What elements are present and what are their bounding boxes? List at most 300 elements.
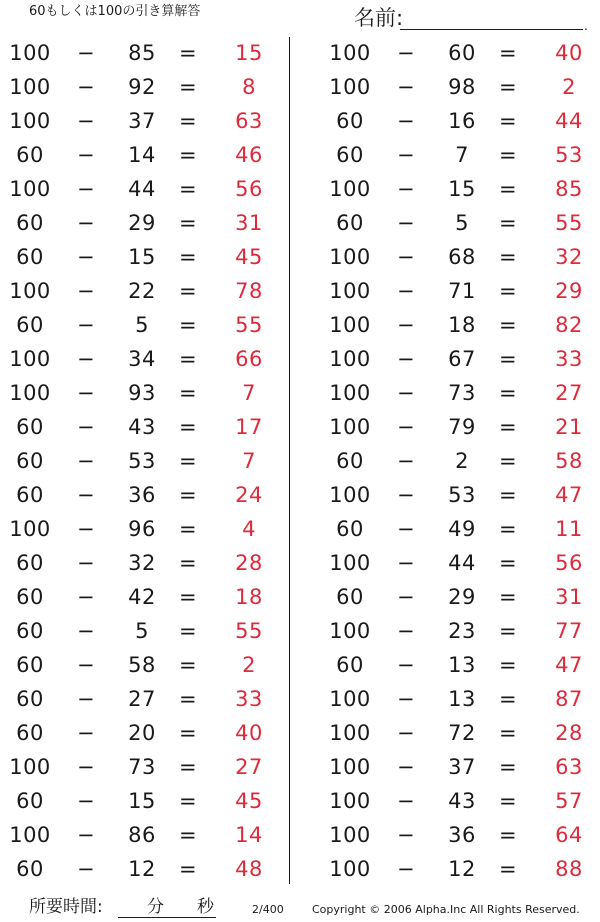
- minus-sign: −: [396, 415, 416, 439]
- problem-row: [0, 138, 280, 172]
- minuend: 100: [9, 177, 51, 201]
- answer: 14: [235, 823, 263, 847]
- answer: 11: [555, 517, 583, 541]
- minus-sign: −: [396, 211, 416, 235]
- minus-sign: −: [396, 483, 416, 507]
- equals-sign: =: [178, 789, 198, 813]
- minus-sign: −: [396, 177, 416, 201]
- sheet-title: 60もしくは100の引き算解答: [29, 4, 201, 19]
- answer: 56: [235, 177, 263, 201]
- equals-sign: =: [178, 551, 198, 575]
- equals-sign: =: [178, 721, 198, 745]
- problem-row: [0, 648, 280, 682]
- subtrahend: 12: [128, 857, 156, 881]
- minuend: 100: [329, 177, 371, 201]
- equals-sign: =: [178, 313, 198, 337]
- minuend: 60: [16, 721, 44, 745]
- minuend: 60: [16, 857, 44, 881]
- equals-sign: =: [178, 415, 198, 439]
- minuend: 60: [16, 211, 44, 235]
- column-divider: [289, 37, 290, 884]
- subtrahend: 34: [128, 347, 156, 371]
- answer: 48: [235, 857, 263, 881]
- problem-row: [0, 478, 280, 512]
- minus-sign: −: [76, 449, 96, 473]
- problem-row: [0, 512, 280, 546]
- seconds-label: 秒: [197, 897, 214, 917]
- subtrahend: 5: [455, 211, 469, 235]
- problem-row: [0, 172, 280, 206]
- minus-sign: −: [76, 823, 96, 847]
- minuend: 100: [329, 75, 371, 99]
- answer: 15: [235, 41, 263, 65]
- minus-sign: −: [76, 619, 96, 643]
- subtrahend: 5: [135, 619, 149, 643]
- minuend: 100: [329, 381, 371, 405]
- minus-sign: −: [76, 313, 96, 337]
- problem-row: [320, 342, 600, 376]
- subtrahend: 98: [448, 75, 476, 99]
- answer: 7: [242, 449, 256, 473]
- minuend: 60: [16, 415, 44, 439]
- problem-row: [320, 580, 600, 614]
- answer: 29: [555, 279, 583, 303]
- minuend: 60: [16, 687, 44, 711]
- equals-sign: =: [498, 245, 518, 269]
- minuend: 60: [16, 551, 44, 575]
- minuend: 100: [9, 41, 51, 65]
- minuend: 60: [16, 245, 44, 269]
- answer: 77: [555, 619, 583, 643]
- answer: 4: [242, 517, 256, 541]
- answer: 2: [562, 75, 576, 99]
- minus-sign: −: [76, 687, 96, 711]
- minus-sign: −: [76, 381, 96, 405]
- minuend: 60: [16, 143, 44, 167]
- minuend: 60: [336, 653, 364, 677]
- problem-row: [320, 818, 600, 852]
- subtrahend: 43: [128, 415, 156, 439]
- minus-sign: −: [76, 857, 96, 881]
- minus-sign: −: [396, 279, 416, 303]
- subtrahend: 7: [455, 143, 469, 167]
- subtrahend: 36: [448, 823, 476, 847]
- equals-sign: =: [498, 857, 518, 881]
- subtrahend: 23: [448, 619, 476, 643]
- equals-sign: =: [498, 41, 518, 65]
- minuend: 60: [16, 483, 44, 507]
- copyright-notice: Copyright © 2006 Alpha.Inc All Rights Reserved.: [312, 903, 580, 916]
- subtrahend: 13: [448, 653, 476, 677]
- subtrahend: 73: [128, 755, 156, 779]
- name-label: 名前:: [354, 6, 404, 30]
- problem-row: [320, 410, 600, 444]
- subtrahend: 42: [128, 585, 156, 609]
- equals-sign: =: [178, 653, 198, 677]
- equals-sign: =: [498, 483, 518, 507]
- minuend: 60: [336, 143, 364, 167]
- subtrahend: 15: [128, 789, 156, 813]
- subtrahend: 44: [448, 551, 476, 575]
- minus-sign: −: [76, 483, 96, 507]
- answer: 47: [555, 653, 583, 677]
- minuend: 100: [329, 551, 371, 575]
- problem-row: [320, 206, 600, 240]
- subtrahend: 27: [128, 687, 156, 711]
- minuend: 100: [9, 347, 51, 371]
- answer: 27: [235, 755, 263, 779]
- equals-sign: =: [498, 517, 518, 541]
- equals-sign: =: [178, 687, 198, 711]
- problem-row: [320, 274, 600, 308]
- answer: 78: [235, 279, 263, 303]
- equals-sign: =: [498, 109, 518, 133]
- subtrahend: 53: [128, 449, 156, 473]
- problem-row: [320, 36, 600, 70]
- problem-column-right: [320, 36, 600, 886]
- problem-row: [320, 478, 600, 512]
- minuend: 60: [336, 585, 364, 609]
- equals-sign: =: [178, 857, 198, 881]
- minus-sign: −: [76, 721, 96, 745]
- minuend: 60: [16, 619, 44, 643]
- equals-sign: =: [178, 279, 198, 303]
- minus-sign: −: [76, 551, 96, 575]
- equals-sign: =: [178, 619, 198, 643]
- subtrahend: 29: [128, 211, 156, 235]
- answer: 32: [555, 245, 583, 269]
- equals-sign: =: [498, 449, 518, 473]
- minuend: 100: [329, 721, 371, 745]
- answer: 88: [555, 857, 583, 881]
- minus-sign: −: [396, 313, 416, 337]
- problem-row: [0, 852, 280, 886]
- equals-sign: =: [498, 585, 518, 609]
- minus-sign: −: [396, 347, 416, 371]
- answer: 47: [555, 483, 583, 507]
- subtrahend: 93: [128, 381, 156, 405]
- answer: 28: [555, 721, 583, 745]
- minus-sign: −: [76, 245, 96, 269]
- minuend: 60: [336, 211, 364, 235]
- subtrahend: 60: [448, 41, 476, 65]
- equals-sign: =: [178, 823, 198, 847]
- subtrahend: 96: [128, 517, 156, 541]
- problem-row: [320, 716, 600, 750]
- answer: 87: [555, 687, 583, 711]
- minus-sign: −: [396, 381, 416, 405]
- problem-row: [320, 852, 600, 886]
- minuend: 100: [329, 347, 371, 371]
- problem-row: [0, 546, 280, 580]
- minuend: 100: [329, 483, 371, 507]
- answer: 63: [555, 755, 583, 779]
- answer: 2: [242, 653, 256, 677]
- minuend: 60: [336, 449, 364, 473]
- problem-row: [320, 240, 600, 274]
- subtrahend: 92: [128, 75, 156, 99]
- problem-row: [0, 36, 280, 70]
- equals-sign: =: [498, 653, 518, 677]
- equals-sign: =: [498, 721, 518, 745]
- answer: 31: [235, 211, 263, 235]
- subtrahend: 79: [448, 415, 476, 439]
- equals-sign: =: [178, 245, 198, 269]
- equals-sign: =: [498, 347, 518, 371]
- minuend: 100: [329, 823, 371, 847]
- minuend: 100: [329, 755, 371, 779]
- subtrahend: 44: [128, 177, 156, 201]
- problem-row: [0, 206, 280, 240]
- minus-sign: −: [396, 721, 416, 745]
- answer: 27: [555, 381, 583, 405]
- equals-sign: =: [178, 109, 198, 133]
- answer: 53: [555, 143, 583, 167]
- minuend: 100: [329, 857, 371, 881]
- answer: 63: [235, 109, 263, 133]
- minuend: 100: [9, 75, 51, 99]
- minus-sign: −: [396, 789, 416, 813]
- problem-row: [320, 172, 600, 206]
- answer: 21: [555, 415, 583, 439]
- problem-row: [0, 342, 280, 376]
- minus-sign: −: [396, 823, 416, 847]
- problem-row: [0, 308, 280, 342]
- equals-sign: =: [498, 143, 518, 167]
- answer: 58: [555, 449, 583, 473]
- problem-row: [320, 784, 600, 818]
- equals-sign: =: [498, 211, 518, 235]
- problem-row: [320, 648, 600, 682]
- minus-sign: −: [76, 347, 96, 371]
- answer: 18: [235, 585, 263, 609]
- answer: 45: [235, 789, 263, 813]
- minus-sign: −: [396, 143, 416, 167]
- minuend: 100: [9, 823, 51, 847]
- problem-row: [320, 70, 600, 104]
- subtrahend: 72: [448, 721, 476, 745]
- answer: 33: [235, 687, 263, 711]
- problem-row: [0, 240, 280, 274]
- problem-row: [0, 104, 280, 138]
- equals-sign: =: [178, 347, 198, 371]
- problem-column-left: [0, 36, 280, 886]
- minus-sign: −: [76, 177, 96, 201]
- minus-sign: −: [76, 517, 96, 541]
- equals-sign: =: [178, 755, 198, 779]
- problem-row: [320, 750, 600, 784]
- problem-row: [0, 274, 280, 308]
- problem-row: [320, 444, 600, 478]
- answer: 55: [235, 619, 263, 643]
- subtrahend: 53: [448, 483, 476, 507]
- problem-row: [320, 614, 600, 648]
- subtrahend: 20: [128, 721, 156, 745]
- equals-sign: =: [178, 41, 198, 65]
- answer: 85: [555, 177, 583, 201]
- answer: 31: [555, 585, 583, 609]
- problem-row: [320, 546, 600, 580]
- problem-row: [320, 376, 600, 410]
- equals-sign: =: [178, 449, 198, 473]
- minus-sign: −: [76, 279, 96, 303]
- equals-sign: =: [498, 619, 518, 643]
- problem-row: [0, 70, 280, 104]
- minuend: 100: [329, 245, 371, 269]
- answer: 17: [235, 415, 263, 439]
- equals-sign: =: [178, 211, 198, 235]
- minuend: 100: [329, 415, 371, 439]
- name-input-line: [400, 29, 583, 30]
- equals-sign: =: [498, 755, 518, 779]
- problem-row: [320, 682, 600, 716]
- equals-sign: =: [498, 823, 518, 847]
- answer: 55: [555, 211, 583, 235]
- answer: 82: [555, 313, 583, 337]
- minus-sign: −: [76, 211, 96, 235]
- minus-sign: −: [76, 789, 96, 813]
- problem-row: [0, 410, 280, 444]
- subtrahend: 32: [128, 551, 156, 575]
- minus-sign: −: [76, 109, 96, 133]
- answer: 8: [242, 75, 256, 99]
- equals-sign: =: [178, 143, 198, 167]
- minuend: 60: [16, 585, 44, 609]
- minutes-label: 分: [147, 897, 164, 917]
- equals-sign: =: [498, 415, 518, 439]
- problem-row: [320, 104, 600, 138]
- minus-sign: −: [76, 143, 96, 167]
- minus-sign: −: [396, 75, 416, 99]
- subtrahend: 67: [448, 347, 476, 371]
- minuend: 100: [329, 789, 371, 813]
- answer: 7: [242, 381, 256, 405]
- subtrahend: 43: [448, 789, 476, 813]
- answer: 40: [555, 41, 583, 65]
- minuend: 100: [9, 109, 51, 133]
- minus-sign: −: [396, 755, 416, 779]
- problem-row: [320, 512, 600, 546]
- equals-sign: =: [498, 687, 518, 711]
- answer: 64: [555, 823, 583, 847]
- answer: 55: [235, 313, 263, 337]
- minuend: 100: [329, 279, 371, 303]
- answer: 28: [235, 551, 263, 575]
- subtrahend: 58: [128, 653, 156, 677]
- minus-sign: −: [396, 619, 416, 643]
- minuend: 100: [329, 313, 371, 337]
- subtrahend: 36: [128, 483, 156, 507]
- subtrahend: 68: [448, 245, 476, 269]
- answer: 40: [235, 721, 263, 745]
- subtrahend: 15: [128, 245, 156, 269]
- subtrahend: 49: [448, 517, 476, 541]
- minus-sign: −: [396, 41, 416, 65]
- answer: 66: [235, 347, 263, 371]
- equals-sign: =: [498, 177, 518, 201]
- problem-row: [0, 784, 280, 818]
- minuend: 100: [329, 41, 371, 65]
- minus-sign: −: [396, 857, 416, 881]
- subtrahend: 22: [128, 279, 156, 303]
- equals-sign: =: [178, 585, 198, 609]
- minus-sign: −: [396, 551, 416, 575]
- name-line-dot: .: [584, 19, 588, 33]
- minuend: 60: [16, 789, 44, 813]
- answer: 33: [555, 347, 583, 371]
- subtrahend: 85: [128, 41, 156, 65]
- subtrahend: 13: [448, 687, 476, 711]
- minus-sign: −: [76, 75, 96, 99]
- answer: 56: [555, 551, 583, 575]
- subtrahend: 37: [448, 755, 476, 779]
- minuend: 60: [16, 449, 44, 473]
- subtrahend: 18: [448, 313, 476, 337]
- minuend: 100: [329, 687, 371, 711]
- equals-sign: =: [178, 517, 198, 541]
- equals-sign: =: [498, 75, 518, 99]
- subtrahend: 16: [448, 109, 476, 133]
- answer: 46: [235, 143, 263, 167]
- minus-sign: −: [396, 109, 416, 133]
- minuend: 100: [9, 755, 51, 779]
- equals-sign: =: [498, 381, 518, 405]
- minus-sign: −: [396, 517, 416, 541]
- subtrahend: 5: [135, 313, 149, 337]
- time-taken-label: 所要時間:: [29, 897, 103, 917]
- equals-sign: =: [178, 75, 198, 99]
- minus-sign: −: [76, 653, 96, 677]
- subtrahend: 37: [128, 109, 156, 133]
- problem-row: [0, 682, 280, 716]
- minus-sign: −: [76, 585, 96, 609]
- subtrahend: 14: [128, 143, 156, 167]
- problem-row: [0, 376, 280, 410]
- page-number: 2/400: [252, 903, 284, 916]
- subtrahend: 2: [455, 449, 469, 473]
- minus-sign: −: [396, 653, 416, 677]
- subtrahend: 73: [448, 381, 476, 405]
- equals-sign: =: [498, 789, 518, 813]
- problem-row: [0, 580, 280, 614]
- subtrahend: 15: [448, 177, 476, 201]
- equals-sign: =: [178, 177, 198, 201]
- subtrahend: 71: [448, 279, 476, 303]
- minuend: 100: [9, 381, 51, 405]
- minus-sign: −: [76, 755, 96, 779]
- minus-sign: −: [396, 687, 416, 711]
- minus-sign: −: [76, 41, 96, 65]
- equals-sign: =: [178, 381, 198, 405]
- minuend: 60: [336, 109, 364, 133]
- problem-row: [0, 444, 280, 478]
- minuend: 100: [9, 517, 51, 541]
- answer: 45: [235, 245, 263, 269]
- subtrahend: 29: [448, 585, 476, 609]
- minuend: 60: [16, 653, 44, 677]
- problem-row: [0, 818, 280, 852]
- problem-row: [0, 716, 280, 750]
- subtrahend: 86: [128, 823, 156, 847]
- minuend: 100: [329, 619, 371, 643]
- equals-sign: =: [498, 313, 518, 337]
- subtrahend: 12: [448, 857, 476, 881]
- minuend: 100: [9, 279, 51, 303]
- problem-row: [0, 750, 280, 784]
- answer: 44: [555, 109, 583, 133]
- minuend: 60: [336, 517, 364, 541]
- minus-sign: −: [396, 449, 416, 473]
